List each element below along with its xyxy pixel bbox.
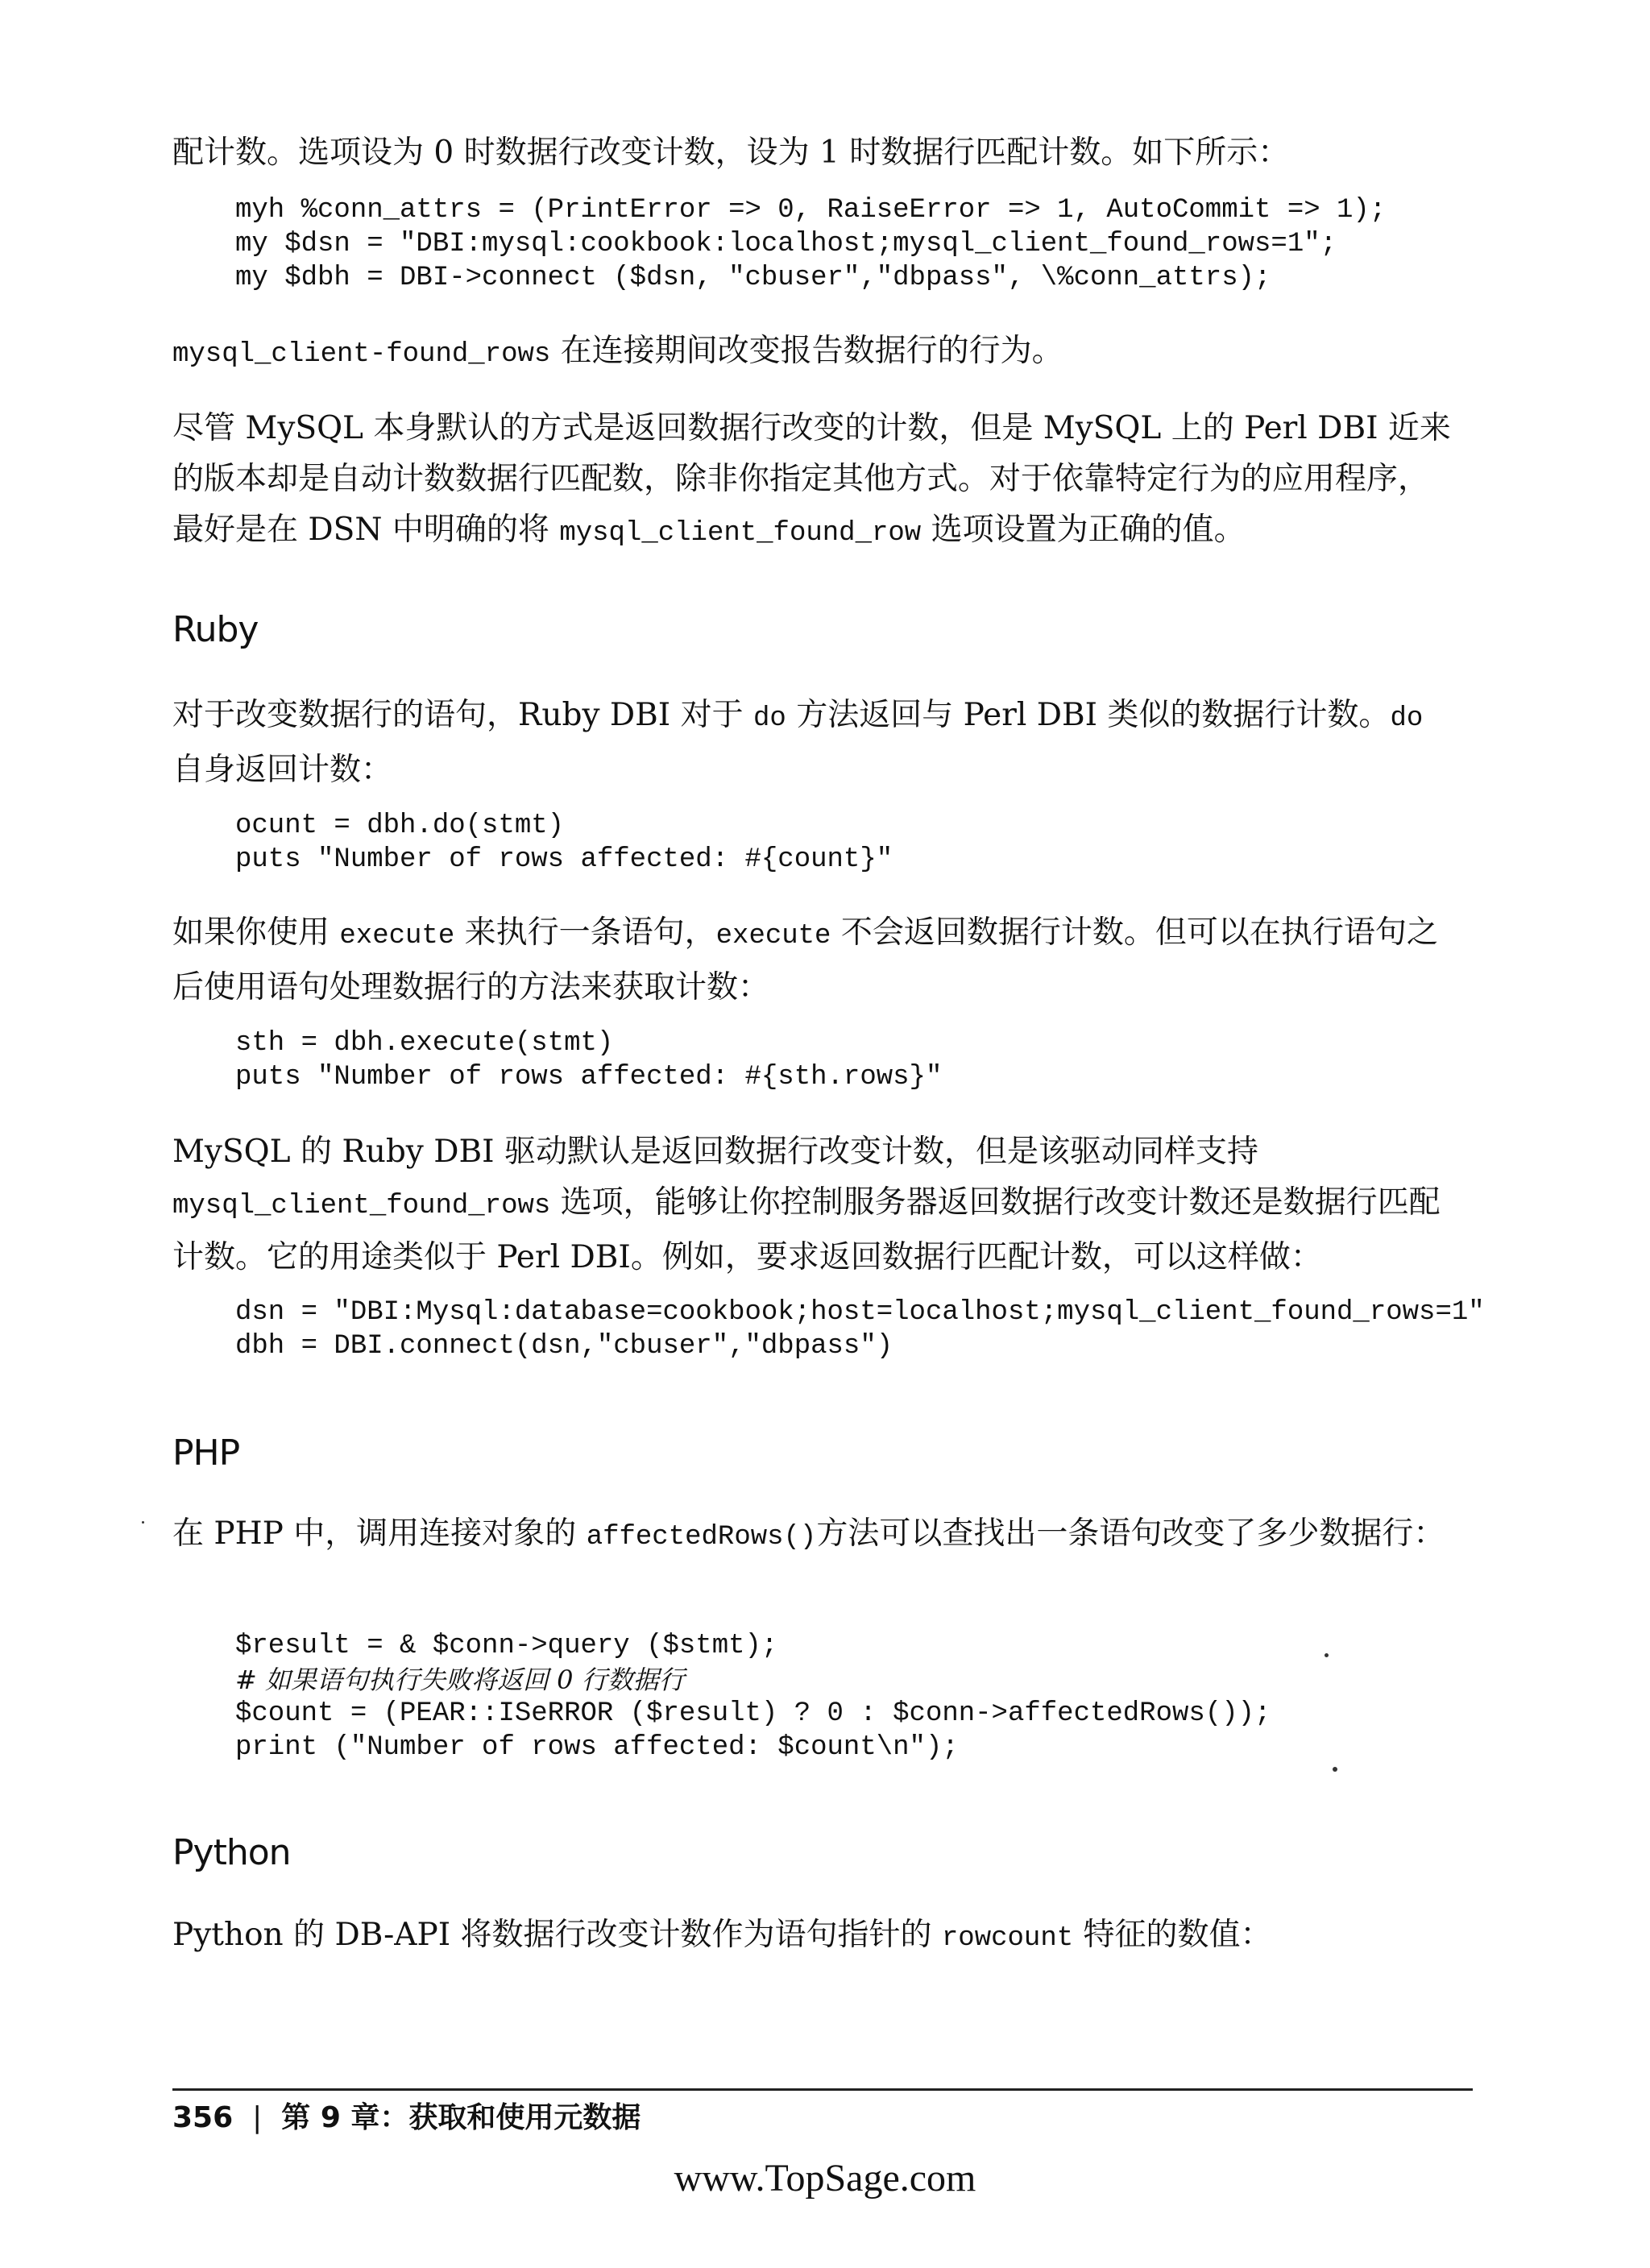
paragraph-ruby-driver xyxy=(172,1126,1453,1283)
code-line: $count = (PEAR::ISeRROR ($result) ? 0 : $conn->affectedRows()); xyxy=(235,1698,1271,1729)
paragraph-perl-dbi xyxy=(172,403,1453,559)
paragraph-intro xyxy=(172,127,1453,178)
page-number: 356 xyxy=(172,2101,234,2134)
text: 选项设置为正确的值。 xyxy=(921,512,1246,548)
inline-code: rowcount xyxy=(941,1923,1074,1954)
text: 自身返回计数： xyxy=(172,752,393,788)
code-block-ruby-execute: sth = dbh.execute(stmt) puts "Number of rows affected: #{sth.rows}" xyxy=(235,1028,943,1093)
inline-code: execute xyxy=(339,921,455,952)
text: 如果你使用 xyxy=(172,914,340,951)
heading-ruby: Ruby xyxy=(172,609,259,650)
code-comment: # 如果语句执行失败将返回 0 行数据行 xyxy=(235,1665,685,1695)
code-block-php xyxy=(235,1629,1557,1764)
inline-code: execute xyxy=(715,921,831,952)
text: 配计数。选项设为 0 时数据行改变计数，设为 1 时数据行匹配计数。如下所示： xyxy=(172,135,1290,171)
inline-code: do xyxy=(1390,703,1424,734)
inline-code: affectedRows() xyxy=(586,1522,817,1553)
paragraph-php xyxy=(172,1508,1453,1563)
paragraph-found-rows xyxy=(172,325,1453,380)
paragraph-python xyxy=(172,1909,1453,1964)
paragraph-ruby-execute xyxy=(172,907,1453,1013)
text: 选项，能够让你控制服务器返回数据行改变计数还是数据行匹配计数。它的用途类似于 Perl DBI。例如，要求返回数据行匹配计数，可以这样做： xyxy=(172,1184,1441,1275)
code-block-ruby-dsn: dsn = "DBI:Mysql:database=cookbook;host=localhost;mysql_client_found_rows=1" dbh = DBI.connect(dsn,"cbuser","dbpass") xyxy=(235,1297,1485,1362)
code-block-perl: myh %conn_attrs = (PrintError => 0, RaiseError => 1, AutoCommit => 1); my $dsn = "DBI:mysql:cookbook:localhost;mysql_client_found_rows=1"; my $dbh = DBI->connect ($dsn, "cbuser","dbpass", \%conn_attrs); xyxy=(235,195,1387,293)
text: 在连接期间改变报告数据行的行为。 xyxy=(550,333,1063,369)
text: 特征的数值： xyxy=(1073,1917,1272,1953)
inline-code: mysql_client_found_rows xyxy=(172,1191,551,1221)
text: 方法返回与 Perl DBI 类似的数据行计数。 xyxy=(786,697,1391,733)
website-url: www.TopSage.com xyxy=(674,2157,976,2200)
text: MySQL 的 Ruby DBI 驱动默认是返回数据行改变计数，但是该驱动同样支持 xyxy=(172,1134,1258,1170)
scan-speck xyxy=(1325,1653,1329,1657)
inline-code: mysql_client_found_row xyxy=(559,518,922,549)
inline-code: mysql_client-found_rows xyxy=(172,339,551,370)
heading-php: PHP xyxy=(172,1433,240,1474)
chapter-title: 第 9 章：获取和使用元数据 xyxy=(281,2101,641,2134)
text: 尽管 MySQL 本身默认的方式是返回数据行改变的计数，但是 MySQL 上的 Perl DBI 近来的版本却是自动计数数据行匹配数，除非你指定其他方式。对于依靠特定行为的应用程序，最好是在 DSN 中明确的将 xyxy=(172,410,1451,548)
code-line: $result = & $conn->query ($stmt); xyxy=(235,1631,778,1661)
scan-speck xyxy=(142,1521,144,1524)
code-line: print ("Number of rows affected: $count\n"); xyxy=(235,1732,959,1763)
text: Python 的 DB-API 将数据行改变计数作为语句指针的 xyxy=(172,1917,942,1953)
footer-rule xyxy=(172,2088,1473,2091)
footer-separator: | xyxy=(252,2101,263,2134)
text: 来执行一条语句， xyxy=(454,914,716,951)
text: 在 PHP 中，调用连接对象的 xyxy=(172,1515,587,1552)
text: 方法可以查找出一条语句改变了多少数据行： xyxy=(816,1515,1445,1552)
inline-code: do xyxy=(753,703,786,734)
paragraph-ruby-do xyxy=(172,690,1453,795)
text: 不会返回数据行计数。但可以在执行语句之后使用语句处理数据行的方法来获取计数： xyxy=(172,914,1438,1005)
scan-speck xyxy=(1333,1767,1337,1772)
page-footer xyxy=(172,2095,641,2136)
heading-python: Python xyxy=(172,1832,291,1873)
text: 对于改变数据行的语句，Ruby DBI 对于 xyxy=(172,697,754,733)
code-block-ruby-do: ocunt = dbh.do(stmt) puts "Number of rows affected: #{count}" xyxy=(235,811,893,875)
